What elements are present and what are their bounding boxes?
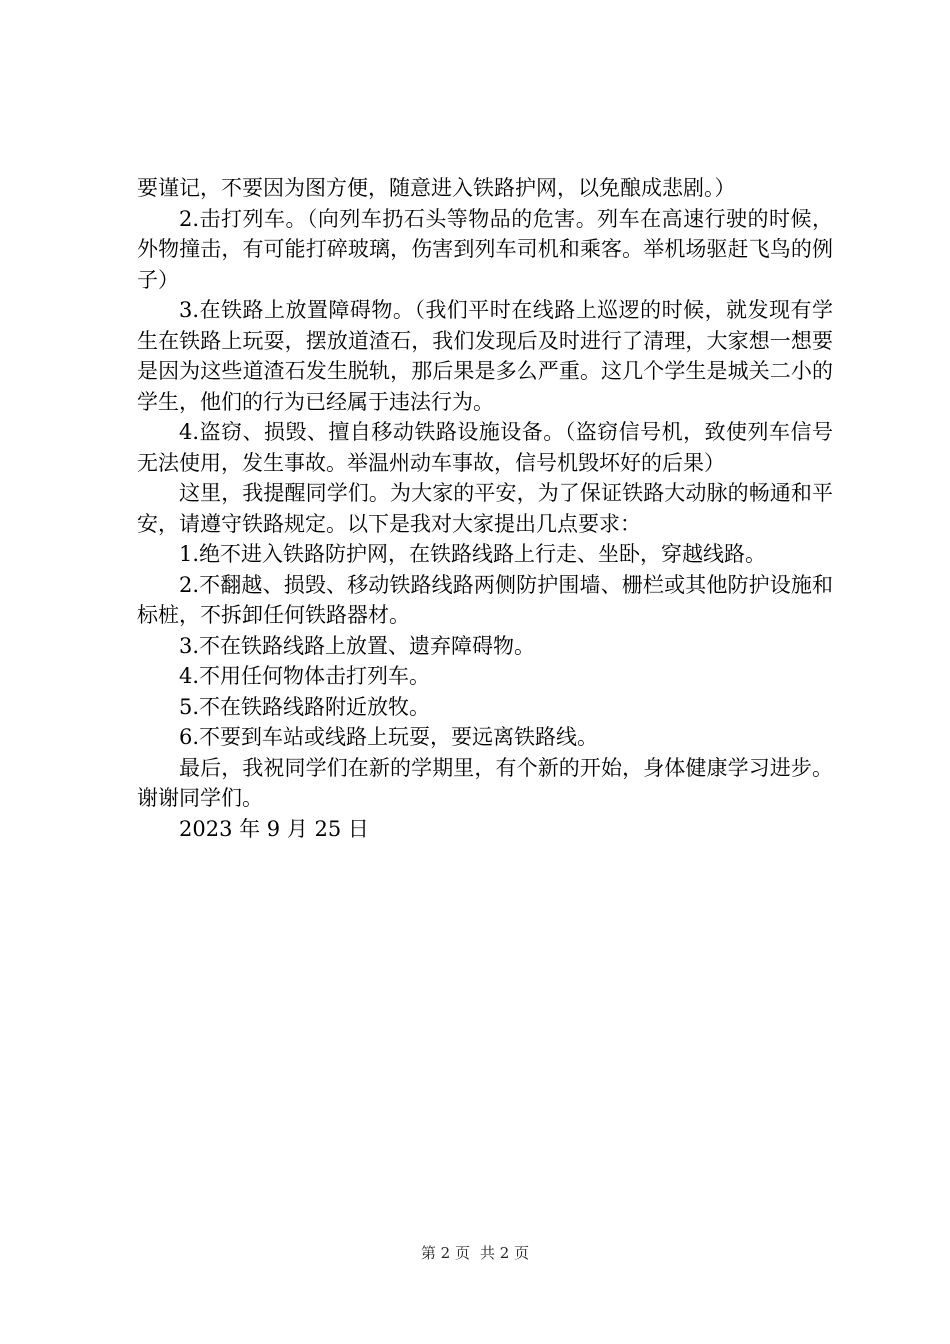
page-number: 第 2 页	[420, 1244, 470, 1262]
closing-paragraph: 最后，我祝同学们在新的学期里，有个新的开始，身体健康学习进步。谢谢同学们。	[137, 755, 833, 810]
requirement-6: 6.不要到车站或线路上玩耍，要远离铁路线。	[179, 725, 599, 749]
paragraph-item-2: 2.击打列车。（向列车扔石头等物品的危害。列车在高速行驶的时候，外物撞击，有可能打碎玻璃，伤害到列车司机和乘客。举机场驱赶飞鸟的例子）	[137, 206, 833, 292]
document-body	[137, 173, 833, 844]
requirement-2: 2.不翻越、损毁、移动铁路线路两侧防护围墙、栅栏或其他防护设施和标桩，不拆卸任何铁路器材。	[137, 572, 833, 627]
page-footer	[0, 1243, 950, 1263]
paragraph-item-4: 4.盗窃、损毁、擅自移动铁路设施设备。（盗窃信号机，致使列车信号无法使用，发生事故。举温州动车事故，信号机毁坏好的后果）	[137, 420, 833, 475]
requirement-3: 3.不在铁路线路上放置、遗弃障碍物。	[179, 633, 536, 658]
requirement-4: 4.不用任何物体击打列车。	[179, 664, 431, 688]
paragraph-continuation: 要谨记，不要因为图方便，随意进入铁路护网，以免酿成悲剧。）	[137, 176, 736, 200]
document-date: 2023 年 9 月 25 日	[179, 816, 369, 841]
paragraph-item-3: 3.在铁路上放置障碍物。（我们平时在线路上巡逻的时候，就发现有学生在铁路上玩耍，摆放道渣石，我们发现后及时进行了清理，大家想一想要是因为这些道渣石发生脱轨，那后果是多么严重。这几个学生是城关二小的学生，他们的行为已经属于违法行为。	[137, 298, 833, 414]
requirement-1: 1.绝不进入铁路防护网，在铁路线路上行走、坐卧，穿越线路。	[179, 542, 767, 566]
page-total: 共 2 页	[480, 1244, 530, 1262]
paragraph-reminder: 这里，我提醒同学们。为大家的平安，为了保证铁路大动脉的畅通和平安，请遵守铁路规定。以下是我对大家提出几点要求：	[137, 481, 833, 536]
requirement-5: 5.不在铁路线路附近放牧。	[179, 694, 431, 719]
